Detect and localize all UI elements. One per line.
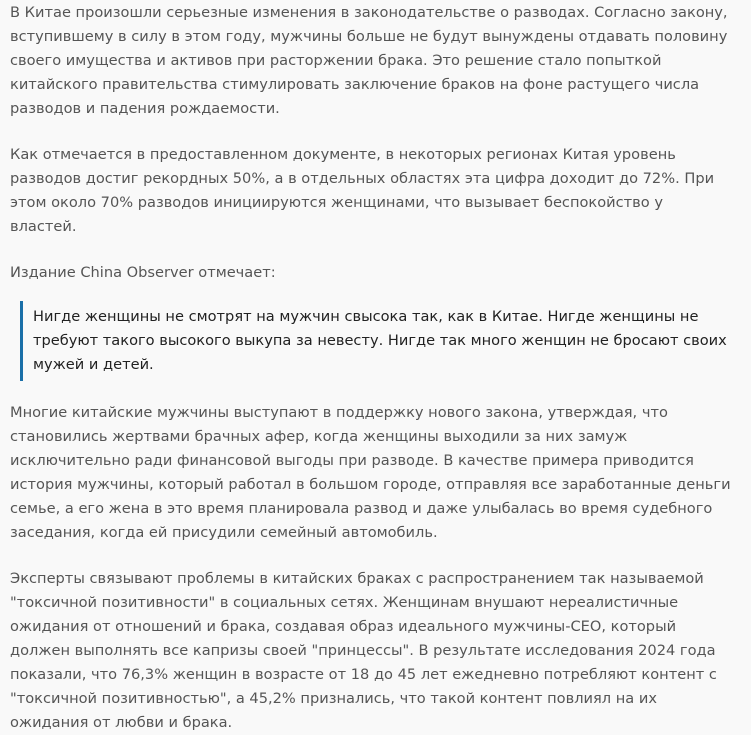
text-line: ожидания от любви и брака. [10, 714, 233, 731]
paragraph-4 [10, 401, 751, 545]
text-line: В Китае произошли серьезные изменения в законодательстве о разводах. Согласно закону, [10, 4, 728, 21]
text-line: становились жертвами брачных афер, когда женщины выходили за них замуж [10, 428, 628, 445]
text-line: разводов и падения рождаемости. [10, 100, 280, 117]
text-line: заседания, когда ей присудили семейный автомобиль. [10, 524, 438, 541]
text-line: история мужчины, который работал в большом городе, отправляя все заработанные деньги [10, 476, 731, 493]
text-line: исключительно ради финансовой выгоды при разводе. В качестве примера приводится [10, 452, 694, 469]
text-line: разводов достиг рекордных 50%, а в отдельных областях эта цифра доходит до 72%. При [10, 170, 715, 187]
text-line: Как отмечается в предоставленном документе, в некоторых регионах Китая уровень [10, 146, 676, 163]
text-line: вступившему в силу в этом году, мужчины больше не будут вынуждены отдавать половину [10, 28, 728, 45]
text-line: своего имущества и активов при расторжении брака. Это решение стало попыткой [10, 52, 662, 69]
paragraph-1 [10, 1, 751, 121]
text-line: мужей и детей. [33, 356, 154, 373]
text-line: китайского правительства стимулировать заключение браков на фоне растущего числа [10, 76, 700, 93]
paragraph-3 [10, 261, 751, 285]
text-line: показали, что 76,3% женщин в возрасте от 18 до 45 лет ежедневно потребляют контент с [10, 666, 717, 683]
text-line: Издание China Observer отмечает: [10, 264, 276, 281]
text-line: "токсичной позитивности" в социальных сетях. Женщинам внушают нереалистичные [10, 594, 679, 611]
paragraph-5 [10, 567, 751, 735]
text-line: "токсичной позитивностью", а 45,2% признались, что такой контент повлиял на их [10, 690, 658, 707]
text-line: Многие китайские мужчины выступают в поддержку нового закона, утверждая, что [10, 404, 668, 421]
blockquote [20, 301, 751, 381]
text-line: властей. [10, 218, 77, 235]
text-line: ожидания от отношений и брака, создавая образ идеального мужчины-CEO, который [10, 618, 677, 635]
text-line: Эксперты связывают проблемы в китайских браках с распространением так называемой [10, 570, 704, 587]
text-line: должен выполнять все капризы своей "принцессы". В результате исследования 2024 года [10, 642, 716, 659]
text-line: этом около 70% разводов инициируются женщинами, что вызывает беспокойство у [10, 194, 663, 211]
text-line: Нигде женщины не смотрят на мужчин свысока так, как в Китае. Нигде женщины не [33, 308, 699, 325]
paragraph-2 [10, 143, 751, 239]
text-line: требуют такого высокого выкупа за невесту. Нигде так много женщин не бросают своих [33, 332, 727, 349]
text-line: семье, а его жена в это время планировала развод и даже улыбалась во время судебного [10, 500, 713, 517]
